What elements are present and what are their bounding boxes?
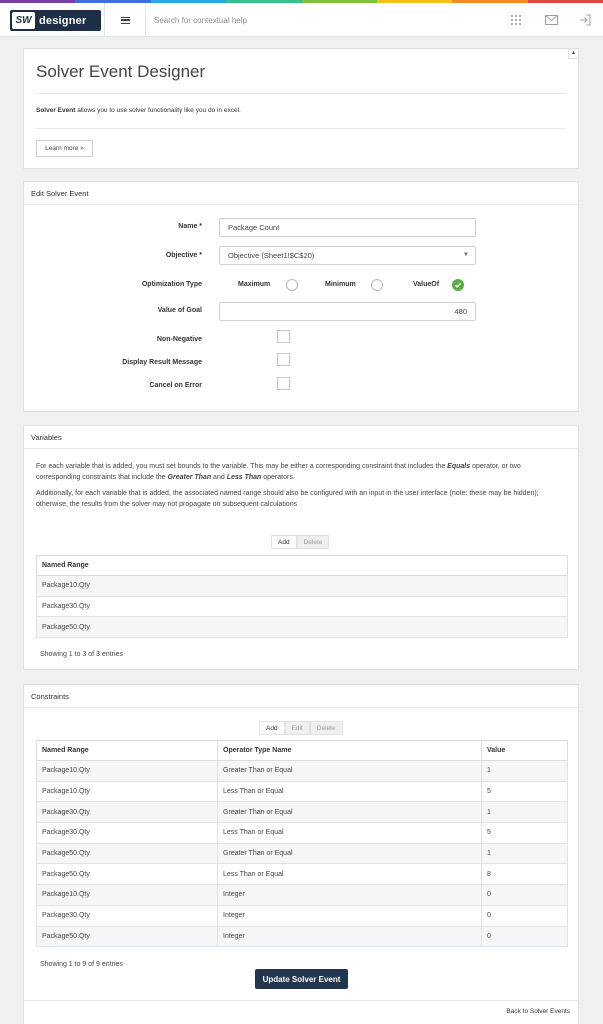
constraints-button-group (259, 721, 343, 735)
add-constraint-button[interactable]: Add (259, 721, 285, 735)
named-range-cell: Package30.Qty (37, 596, 568, 617)
intro-panel (23, 48, 579, 169)
radio-label-maximum: Maximum (238, 281, 271, 288)
objective-select-value: Objective (Sheet1!$C$20) (228, 251, 315, 260)
value-cell: 1 (482, 802, 568, 823)
back-to-solver-events-link[interactable]: Back to Solver Events (506, 1008, 570, 1015)
named-range-cell: Package10.Qty (37, 576, 568, 597)
top-navbar (0, 3, 603, 37)
value-of-goal-label: Value of Goal (157, 307, 202, 314)
variables-table (36, 555, 568, 638)
objective-label: Objective * (165, 252, 202, 259)
table-row[interactable] (37, 596, 568, 617)
equals-emphasis: Equals (447, 463, 471, 470)
table-row[interactable] (37, 576, 568, 597)
mail-icon[interactable] (544, 13, 558, 27)
named-range-cell: Package10.Qty (37, 781, 218, 802)
value-cell: 5 (482, 781, 568, 802)
operator-cell: Less Than or Equal (218, 823, 482, 844)
operator-cell: Greater Than or Equal (218, 802, 482, 823)
cancel-on-error-label: Cancel on Error (149, 382, 202, 389)
value-of-goal-input[interactable]: 480 (219, 302, 476, 321)
table-row[interactable] (37, 617, 568, 638)
delete-constraint-button[interactable]: Delete (310, 721, 343, 735)
table-row[interactable] (37, 864, 568, 885)
logo-badge: SW (12, 12, 35, 29)
divider (36, 93, 566, 94)
variables-instructions-text-and: and (211, 474, 227, 481)
variables-instructions-text-b: operator, or two corresponding constraints that include the (36, 463, 521, 481)
value-cell: 1 (482, 843, 568, 864)
non-negative-label: Non-Negative (156, 336, 202, 343)
named-range-cell: Package50.Qty (37, 864, 218, 885)
named-range-cell: Package50.Qty (37, 926, 218, 947)
less-than-emphasis: Less Than (226, 474, 262, 481)
grid-apps-icon[interactable] (509, 13, 523, 27)
objective-select[interactable] (219, 246, 476, 265)
radio-maximum[interactable] (286, 279, 298, 291)
constraints-table (36, 740, 568, 947)
page-title: Solver Event Designer (36, 62, 206, 81)
logo-text: designer (39, 14, 87, 27)
update-solver-event-button[interactable]: Update Solver Event (255, 969, 348, 989)
value-cell: 5 (482, 823, 568, 844)
operator-cell: Less Than or Equal (218, 864, 482, 885)
named-range-cell: Package30.Qty (37, 823, 218, 844)
constraints-panel (23, 684, 579, 1024)
radio-label-valueof: ValueOf (413, 281, 440, 288)
operator-cell: Greater Than or Equal (218, 761, 482, 782)
table-row[interactable] (37, 885, 568, 906)
greater-than-emphasis: Greater Than (167, 474, 212, 481)
operator-cell: Integer (218, 905, 482, 926)
column-header-operator-type[interactable]: Operator Type Name (218, 741, 482, 761)
cancel-on-error-checkbox[interactable] (277, 377, 290, 390)
name-input[interactable]: Package Count (219, 218, 476, 237)
column-header-value[interactable]: Value (482, 741, 568, 761)
named-range-cell: Package50.Qty (37, 617, 568, 638)
variables-button-group (271, 535, 329, 549)
table-row[interactable] (37, 926, 568, 947)
named-range-cell: Package10.Qty (37, 885, 218, 906)
collapse-icon[interactable]: ▴ (568, 49, 578, 59)
named-range-cell: Package10.Qty (37, 761, 218, 782)
panel-header: Edit Solver Event (24, 182, 578, 205)
panel-header: Variables (24, 426, 578, 449)
value-cell: 0 (482, 905, 568, 926)
learn-more-button[interactable]: Learn more » (36, 140, 93, 157)
table-row[interactable] (37, 761, 568, 782)
variables-instructions-text-end: operators. (261, 474, 295, 481)
column-header-named-range[interactable]: Named Range (37, 741, 218, 761)
non-negative-checkbox[interactable] (277, 330, 290, 343)
intro-description (36, 107, 241, 114)
panel-header: Constraints (24, 685, 578, 708)
sign-out-icon[interactable] (578, 13, 592, 27)
value-cell: 1 (482, 761, 568, 782)
intro-description-text: allows you to use solver functionality like you do in excel. (75, 107, 241, 114)
table-row[interactable] (37, 781, 568, 802)
table-row[interactable] (37, 823, 568, 844)
menu-icon (121, 17, 130, 24)
edit-solver-event-panel (23, 181, 579, 412)
menu-toggle-button[interactable] (104, 3, 146, 37)
named-range-cell: Package30.Qty (37, 802, 218, 823)
operator-cell: Less Than or Equal (218, 781, 482, 802)
table-row[interactable] (37, 843, 568, 864)
value-cell: 0 (482, 926, 568, 947)
check-icon (453, 280, 463, 290)
display-result-message-checkbox[interactable] (277, 353, 290, 366)
contextual-help-search-input[interactable] (154, 14, 454, 26)
operator-cell: Integer (218, 885, 482, 906)
brand-logo[interactable] (10, 10, 101, 31)
intro-description-bold: Solver Event (36, 107, 76, 114)
table-row[interactable] (37, 905, 568, 926)
radio-minimum[interactable] (371, 279, 383, 291)
variables-entries-info: Showing 1 to 3 of 3 entries (40, 651, 123, 658)
variables-panel (23, 425, 579, 670)
operator-cell: Greater Than or Equal (218, 843, 482, 864)
named-range-cell: Package30.Qty (37, 905, 218, 926)
column-header-named-range[interactable]: Named Range (37, 556, 568, 576)
value-cell: 0 (482, 885, 568, 906)
radio-label-minimum: Minimum (325, 281, 356, 288)
optimization-type-label: Optimization Type (141, 281, 202, 288)
radio-valueof[interactable] (452, 279, 464, 291)
display-result-message-label: Display Result Message (122, 359, 202, 366)
operator-cell: Integer (218, 926, 482, 947)
value-cell: 8 (482, 864, 568, 885)
delete-variable-button[interactable]: Delete (297, 535, 330, 549)
chevron-down-icon: ▼ (463, 252, 469, 258)
named-range-cell: Package50.Qty (37, 843, 218, 864)
constraints-entries-info: Showing 1 to 9 of 9 entries (40, 961, 123, 968)
variables-instructions-text-a: For each variable that is added, you must set bounds to the variable. This may be either a corresponding constraint that includes the (36, 463, 448, 470)
edit-constraint-button[interactable]: Edit (285, 721, 310, 735)
table-row[interactable] (37, 802, 568, 823)
divider (36, 128, 566, 129)
add-variable-button[interactable]: Add (271, 535, 297, 549)
panel-footer (24, 1000, 578, 1024)
variables-note: Additionally, for each variable that is added, the associated named range should also be configured with an input in the user interface (note: these may be hidden); otherwise, the results from the solver may not propagate on subsequent calculations (36, 490, 539, 508)
name-label: Name * (178, 223, 202, 230)
variables-instructions (36, 461, 566, 483)
